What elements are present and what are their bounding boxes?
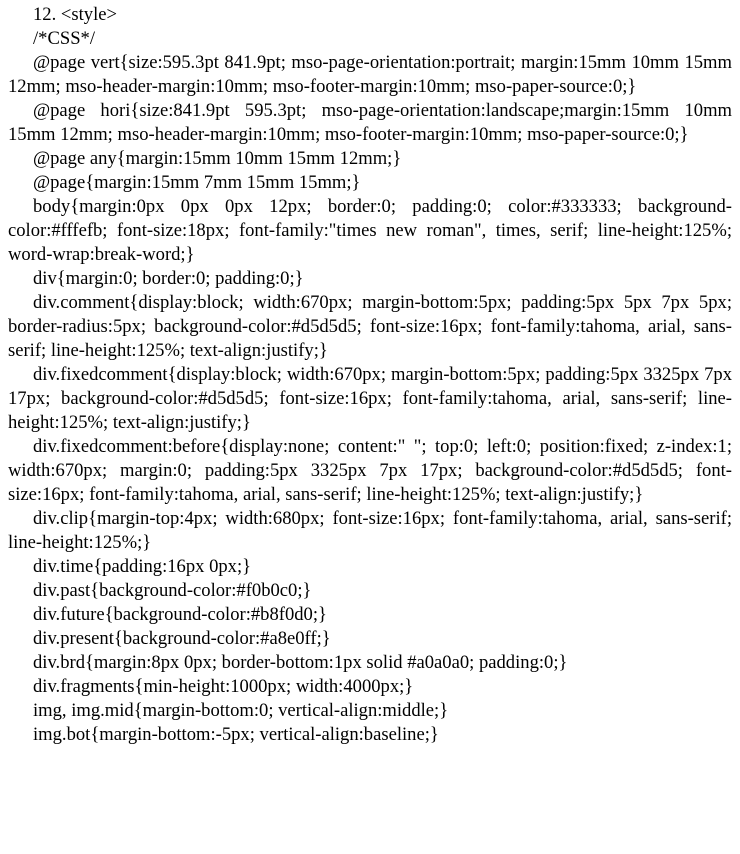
css-rule-div: div{margin:0; border:0; padding:0;} [33,268,304,289]
css-rule-div-present: div.present{background-color:#a8e0ff;} [33,628,331,649]
css-rule-div-future: div.future{background-color:#b8f0d0;} [33,604,327,625]
css-rule-div-fragments: div.fragments{min-height:1000px; width:4000px;} [33,676,414,697]
css-rule-page-default: @page{margin:15mm 7mm 15mm 15mm;} [33,172,361,193]
doc-line-2: /*CSS*/ [33,28,96,49]
doc-line-1: 12. <style> [33,4,117,25]
css-rule-body: body{margin:0px 0px 0px 12px; border:0; padding:0; color:#333333; background-color:#fffefb; font-size:18px; font-family:"times new roman", times, serif; line-height:125%; word-wrap:break-word;} [8,196,732,265]
css-rule-img-bot: img.bot{margin-bottom:-5px; vertical-align:baseline;} [33,724,439,745]
css-rule-div-comment: div.comment{display:block; width:670px; margin-bottom:5px; padding:5px 5px 7px 5px; border-radius:5px; background-color:#d5d5d5; font-size:16px; font-family:tahoma, arial, sans-serif; line-height:125%; text-align:justify;} [8,292,732,361]
css-rule-page-any: @page any{margin:15mm 10mm 15mm 12mm;} [33,148,402,169]
css-rule-div-fixedcomment-before: div.fixedcomment:before{display:none; content:" "; top:0; left:0; position:fixed; z-index:1; width:670px; margin:0; padding:5px 3325px 7px 17px; background-color:#d5d5d5; font-size:16px; font-family:tahoma, arial, sans-serif; line-height:125%; text-align:justify;} [8,436,732,505]
css-rule-div-fixedcomment: div.fixedcomment{display:block; width:670px; margin-bottom:5px; padding:5px 3325px 7px 17px; background-color:#d5d5d5; font-size:16px; font-family:tahoma, arial, sans-serif; line-height:125%; text-align:justify;} [8,364,732,433]
css-rule-div-brd: div.brd{margin:8px 0px; border-bottom:1px solid #a0a0a0; padding:0;} [33,652,568,673]
css-rule-img-mid: img, img.mid{margin-bottom:0; vertical-align:middle;} [33,700,449,721]
css-rule-page-hori: @page hori{size:841.9pt 595.3pt; mso-page-orientation:landscape;margin:15mm 10mm 15mm 12mm; mso-header-margin:10mm; mso-footer-margin:10mm; mso-paper-source:0;} [8,100,732,145]
css-rule-div-past: div.past{background-color:#f0b0c0;} [33,580,312,601]
css-rule-div-clip: div.clip{margin-top:4px; width:680px; font-size:16px; font-family:tahoma, arial, sans-serif; line-height:125%;} [8,508,732,553]
css-rule-div-time: div.time{padding:16px 0px;} [33,556,252,577]
css-rule-page-vert: @page vert{size:595.3pt 841.9pt; mso-page-orientation:portrait; margin:15mm 10mm 15mm 12mm; mso-header-margin:10mm; mso-footer-margin:10mm; mso-paper-source:0;} [8,52,732,97]
